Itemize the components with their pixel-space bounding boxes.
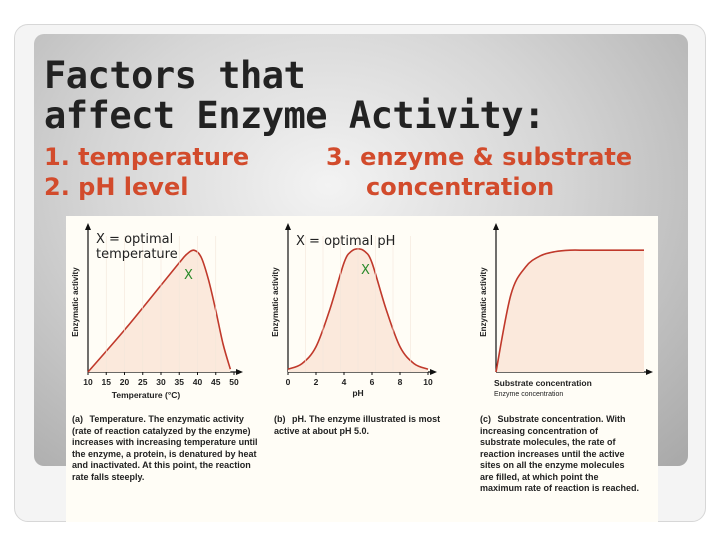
ph-caption: [274, 414, 464, 437]
substrate-caption-letter: (c): [480, 414, 491, 424]
temperature-caption: [72, 414, 262, 483]
ph-caption-head: pH.: [292, 414, 307, 424]
temperature-optimum-marker: X: [184, 268, 193, 283]
x-axis-label: Substrate concentration: [494, 378, 592, 388]
x-tick-label: 2: [313, 377, 319, 387]
panel-temperature: [66, 216, 266, 522]
factor-concentration-line-2: concentration: [366, 173, 555, 201]
substrate-caption: [480, 414, 640, 495]
ph-callout: X = optimal pH: [296, 234, 396, 249]
temperature-callout-line-2: temperature: [96, 247, 178, 262]
slide-title: [44, 56, 545, 136]
x-tick-label: 35: [174, 377, 184, 387]
ph-optimum-marker: X: [361, 263, 370, 278]
y-axis-arrow: [85, 223, 91, 230]
x-axis-label: pH: [352, 388, 364, 398]
temperature-callout-line-1: X = optimal: [96, 232, 174, 247]
x-tick-label: 25: [138, 377, 148, 387]
temperature-caption-head: Temperature.: [89, 414, 146, 424]
x-tick-label: 40: [192, 377, 203, 387]
x-tick-label: 30: [156, 377, 166, 387]
y-axis-label: Enzymatic activity: [71, 267, 80, 337]
enzyme-graphs-figure: [66, 216, 658, 522]
substrate-graph: [476, 218, 658, 408]
panel-substrate: [476, 216, 658, 522]
x-tick-label: 0: [285, 377, 291, 387]
factor-ph: 2. pH level: [44, 173, 189, 201]
y-axis-label: Enzymatic activity: [271, 267, 280, 337]
temperature-caption-body: The enzymatic activity (rate of reaction catalyzed by the enzyme) increases with increasing temperature until the enzyme, a protein, is denatured by heat and inactivated. At this point, the reaction rate falls steeply.: [72, 414, 258, 482]
substrate-caption-body: With increasing concentration of substrate molecules, the rate of reaction increases until the active sites on all the enzyme molecules are filled, at which point the maximum rate of reaction is reached.: [480, 414, 640, 493]
x-axis-arrow: [236, 369, 243, 375]
x-tick-label: 10: [423, 377, 433, 387]
factor-temperature: 1. temperature: [44, 143, 250, 171]
factor-list-left: [44, 142, 249, 202]
x-axis-label: Temperature (°C): [111, 390, 181, 400]
curve-fill: [496, 250, 644, 372]
y-axis-label: Enzymatic activity: [479, 267, 488, 337]
ph-caption-letter: (b): [274, 414, 286, 424]
temperature-caption-letter: (a): [72, 414, 83, 424]
curve-fill: [88, 250, 230, 372]
x-axis-arrow: [646, 369, 653, 375]
x-tick-label: 45: [211, 377, 221, 387]
x-tick-label: 10: [83, 377, 93, 387]
x-tick-label: 6: [369, 377, 375, 387]
temperature-callout: [96, 232, 178, 262]
substrate-caption-head: Substrate concentration.: [497, 414, 604, 424]
x-tick-label: 8: [397, 377, 403, 387]
panel-ph: [268, 216, 468, 522]
x-axis-arrow: [430, 369, 437, 375]
x-tick-label: 15: [101, 377, 111, 387]
x-axis-sublabel: Enzyme concentration: [494, 391, 564, 398]
y-axis-arrow: [285, 223, 291, 230]
y-axis-arrow: [493, 223, 499, 230]
factor-concentration-line-1: 3. enzyme & substrate: [326, 143, 633, 171]
title-line-2: affect Enzyme Activity:: [44, 94, 545, 137]
x-tick-label: 50: [229, 377, 239, 387]
x-tick-label: 20: [119, 377, 130, 387]
x-tick-label: 4: [341, 377, 347, 387]
ph-caption-body: The enzyme illustrated is most active at about pH 5.0.: [274, 414, 441, 436]
title-line-1: Factors that: [44, 54, 306, 97]
factor-concentration: [326, 142, 632, 202]
